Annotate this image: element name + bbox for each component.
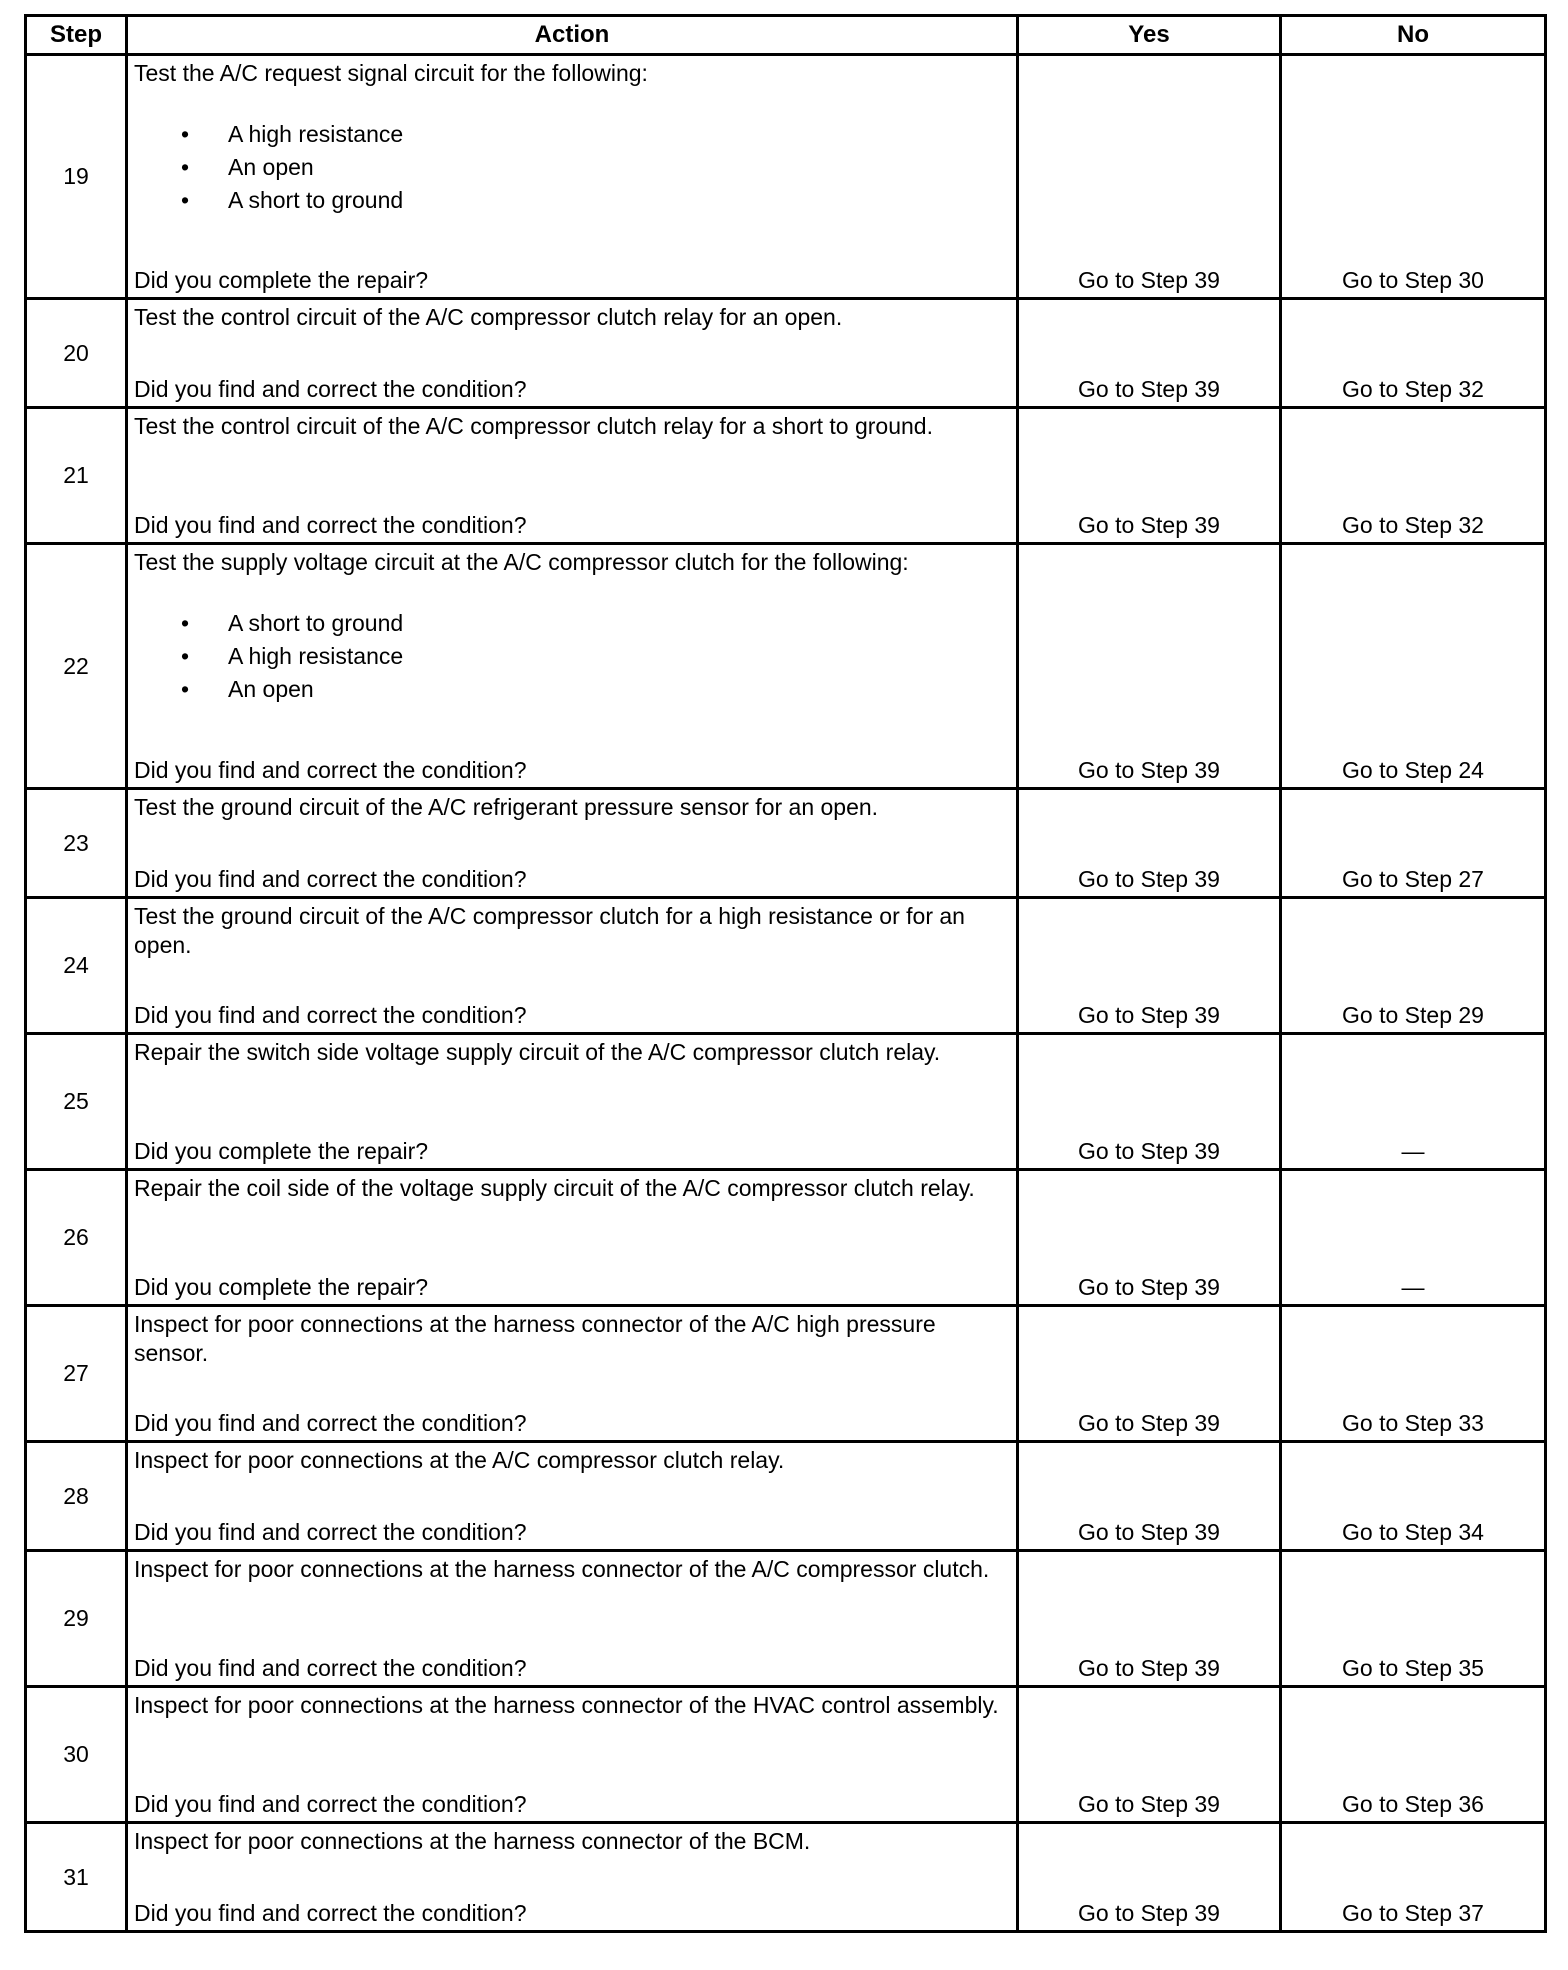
no-cell xyxy=(1281,1687,1546,1823)
step-number: 29 xyxy=(26,1551,127,1687)
action-cell xyxy=(127,408,1018,544)
step-number: 25 xyxy=(26,1034,127,1170)
action-cell xyxy=(127,1551,1018,1687)
table-row xyxy=(26,1551,1546,1687)
bullet-dot-icon: • xyxy=(181,643,190,669)
bullet-dot-icon: • xyxy=(181,121,190,147)
table-row xyxy=(26,1034,1546,1170)
step-number: 22 xyxy=(26,544,127,789)
bullet-list xyxy=(128,118,1016,217)
table-row xyxy=(26,55,1546,299)
yes-cell xyxy=(1018,1306,1281,1442)
yes-cell xyxy=(1018,1687,1281,1823)
bullet-text: A high resistance xyxy=(228,121,404,147)
table-row xyxy=(26,1306,1546,1442)
no-cell xyxy=(1281,55,1546,299)
step-number: 28 xyxy=(26,1442,127,1551)
action-text: Test the ground circuit of the A/C compressor clutch for a high resistance or for an open. xyxy=(134,903,965,958)
no-answer: Go to Step 29 xyxy=(1342,1002,1484,1028)
no-answer: Go to Step 33 xyxy=(1342,1410,1484,1436)
action-question: Did you find and correct the condition? xyxy=(134,1002,527,1028)
no-answer: Go to Step 36 xyxy=(1342,1791,1484,1817)
action-question: Did you find and correct the condition? xyxy=(134,376,527,402)
action-question: Did you complete the repair? xyxy=(134,1138,429,1164)
bullet-text: An open xyxy=(228,676,314,702)
yes-cell xyxy=(1018,1170,1281,1306)
action-text: Inspect for poor connections at the A/C compressor clutch relay. xyxy=(134,1447,785,1473)
table-row xyxy=(26,544,1546,789)
action-question: Did you find and correct the condition? xyxy=(134,1900,527,1926)
no-answer: Go to Step 27 xyxy=(1342,866,1484,892)
action-cell xyxy=(127,1823,1018,1932)
no-cell xyxy=(1281,1034,1546,1170)
yes-cell xyxy=(1018,299,1281,408)
action-text: Repair the coil side of the voltage supply circuit of the A/C compressor clutch relay. xyxy=(134,1175,975,1201)
yes-answer: Go to Step 39 xyxy=(1078,1410,1220,1436)
yes-cell xyxy=(1018,1823,1281,1932)
yes-cell xyxy=(1018,55,1281,299)
no-cell xyxy=(1281,1442,1546,1551)
bullet-item xyxy=(128,673,1016,706)
yes-cell xyxy=(1018,1551,1281,1687)
no-cell xyxy=(1281,789,1546,898)
bullet-item xyxy=(128,640,1016,673)
bullet-text: An open xyxy=(228,154,314,180)
header-yes: Yes xyxy=(1018,16,1281,55)
no-cell xyxy=(1281,898,1546,1034)
yes-answer: Go to Step 39 xyxy=(1078,376,1220,402)
action-question: Did you find and correct the condition? xyxy=(134,1410,527,1436)
table-row xyxy=(26,1442,1546,1551)
bullet-dot-icon: • xyxy=(181,610,190,636)
no-answer: Go to Step 34 xyxy=(1342,1519,1484,1545)
yes-cell xyxy=(1018,1442,1281,1551)
yes-cell xyxy=(1018,408,1281,544)
bullet-dot-icon: • xyxy=(181,676,190,702)
no-answer: Go to Step 37 xyxy=(1342,1900,1484,1926)
step-number: 30 xyxy=(26,1687,127,1823)
action-text: Test the A/C request signal circuit for the following: xyxy=(134,60,648,86)
no-cell xyxy=(1281,299,1546,408)
table-row xyxy=(26,1823,1546,1932)
diagnostic-table xyxy=(24,14,1547,1933)
action-text: Inspect for poor connections at the harness connector of the A/C compressor clutch. xyxy=(134,1556,990,1582)
yes-cell xyxy=(1018,789,1281,898)
action-cell xyxy=(127,1034,1018,1170)
no-cell xyxy=(1281,408,1546,544)
action-question: Did you find and correct the condition? xyxy=(134,757,527,783)
action-question: Did you complete the repair? xyxy=(134,1274,429,1300)
yes-cell xyxy=(1018,1034,1281,1170)
step-number: 20 xyxy=(26,299,127,408)
step-number: 27 xyxy=(26,1306,127,1442)
yes-cell xyxy=(1018,544,1281,789)
action-cell xyxy=(127,299,1018,408)
table-row xyxy=(26,1687,1546,1823)
action-text: Test the supply voltage circuit at the A/C compressor clutch for the following: xyxy=(134,549,909,575)
no-cell xyxy=(1281,1551,1546,1687)
bullet-item xyxy=(128,184,1016,217)
yes-answer: Go to Step 39 xyxy=(1078,1274,1220,1300)
no-cell xyxy=(1281,1823,1546,1932)
step-number: 26 xyxy=(26,1170,127,1306)
yes-answer: Go to Step 39 xyxy=(1078,512,1220,538)
action-question: Did you find and correct the condition? xyxy=(134,1519,527,1545)
table-row xyxy=(26,1170,1546,1306)
action-text: Inspect for poor connections at the harness connector of the BCM. xyxy=(134,1828,811,1854)
bullet-item xyxy=(128,151,1016,184)
yes-answer: Go to Step 39 xyxy=(1078,1900,1220,1926)
action-cell xyxy=(127,1442,1018,1551)
action-cell xyxy=(127,898,1018,1034)
header-no: No xyxy=(1281,16,1546,55)
yes-answer: Go to Step 39 xyxy=(1078,1791,1220,1817)
yes-answer: Go to Step 39 xyxy=(1078,1002,1220,1028)
table-row xyxy=(26,299,1546,408)
step-number: 19 xyxy=(26,55,127,299)
action-text: Inspect for poor connections at the harness connector of the HVAC control assembly. xyxy=(134,1692,999,1718)
action-question: Did you find and correct the condition? xyxy=(134,1791,527,1817)
table-row xyxy=(26,898,1546,1034)
no-answer: — xyxy=(1401,1274,1425,1300)
yes-cell xyxy=(1018,898,1281,1034)
action-text: Repair the switch side voltage supply circuit of the A/C compressor clutch relay. xyxy=(134,1039,941,1065)
action-cell xyxy=(127,544,1018,789)
bullet-dot-icon: • xyxy=(181,154,190,180)
table-row xyxy=(26,408,1546,544)
bullet-item xyxy=(128,118,1016,151)
yes-answer: Go to Step 39 xyxy=(1078,1138,1220,1164)
bullet-dot-icon: • xyxy=(181,187,190,213)
bullet-text: A high resistance xyxy=(228,643,404,669)
no-answer: — xyxy=(1401,1138,1425,1164)
action-cell xyxy=(127,1306,1018,1442)
action-question: Did you find and correct the condition? xyxy=(134,512,527,538)
no-answer: Go to Step 35 xyxy=(1342,1655,1484,1681)
bullet-list xyxy=(128,607,1016,706)
action-question: Did you complete the repair? xyxy=(134,267,429,293)
header-row xyxy=(26,16,1546,55)
action-text: Test the control circuit of the A/C compressor clutch relay for an open. xyxy=(134,304,843,330)
step-number: 24 xyxy=(26,898,127,1034)
bullet-text: A short to ground xyxy=(228,610,404,636)
no-answer: Go to Step 32 xyxy=(1342,512,1484,538)
action-text: Test the control circuit of the A/C compressor clutch relay for a short to ground. xyxy=(134,413,933,439)
no-cell xyxy=(1281,1306,1546,1442)
diagnostic-table-container xyxy=(24,14,1544,1933)
yes-answer: Go to Step 39 xyxy=(1078,267,1220,293)
header-action: Action xyxy=(127,16,1018,55)
no-cell xyxy=(1281,1170,1546,1306)
no-answer: Go to Step 24 xyxy=(1342,757,1484,783)
header-step: Step xyxy=(26,16,127,55)
step-number: 31 xyxy=(26,1823,127,1932)
no-answer: Go to Step 32 xyxy=(1342,376,1484,402)
table-body xyxy=(26,55,1546,1932)
bullet-text: A short to ground xyxy=(228,187,404,213)
step-number: 23 xyxy=(26,789,127,898)
yes-answer: Go to Step 39 xyxy=(1078,1519,1220,1545)
action-cell xyxy=(127,1687,1018,1823)
action-cell xyxy=(127,1170,1018,1306)
yes-answer: Go to Step 39 xyxy=(1078,757,1220,783)
step-number: 21 xyxy=(26,408,127,544)
action-text: Test the ground circuit of the A/C refrigerant pressure sensor for an open. xyxy=(134,794,879,820)
table-row xyxy=(26,789,1546,898)
yes-answer: Go to Step 39 xyxy=(1078,1655,1220,1681)
action-cell xyxy=(127,789,1018,898)
no-cell xyxy=(1281,544,1546,789)
action-cell xyxy=(127,55,1018,299)
action-text: Inspect for poor connections at the harness connector of the A/C high pressure sensor. xyxy=(134,1311,936,1366)
action-question: Did you find and correct the condition? xyxy=(134,866,527,892)
action-question: Did you find and correct the condition? xyxy=(134,1655,527,1681)
no-answer: Go to Step 30 xyxy=(1342,267,1484,293)
yes-answer: Go to Step 39 xyxy=(1078,866,1220,892)
bullet-item xyxy=(128,607,1016,640)
